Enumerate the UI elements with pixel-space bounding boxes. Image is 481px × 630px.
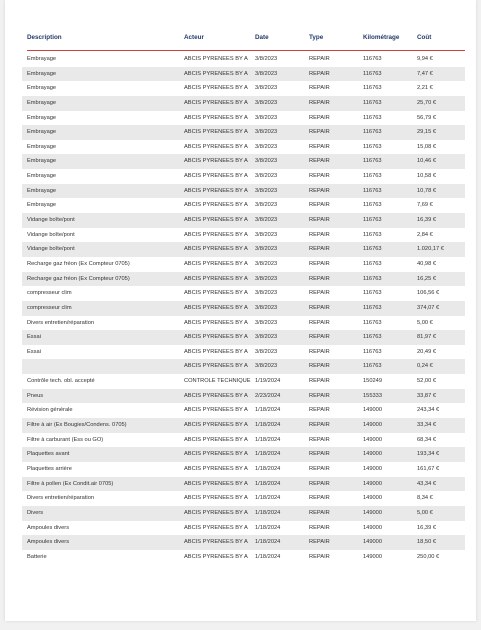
cell-kilometrage: 116763 [363, 246, 382, 253]
cell-date: 1/18/2024 [255, 451, 281, 458]
cell-description: Embrayage [27, 99, 57, 106]
cell-kilometrage: 116763 [363, 85, 382, 92]
cell-type: REPAIR [309, 173, 330, 180]
cell-acteur: ABCIS PYRENEES BY A [184, 85, 248, 92]
cell-date: 3/8/2023 [255, 260, 278, 267]
cell-type: REPAIR [309, 509, 330, 516]
cell-kilometrage: 116763 [363, 260, 382, 267]
cell-kilometrage: 116763 [363, 290, 382, 297]
cell-acteur: ABCIS PYRENEES BY A [184, 348, 248, 355]
cell-date: 1/18/2024 [255, 524, 281, 531]
table-row [22, 477, 465, 492]
cell-description: Révision générale [27, 407, 73, 414]
header-acteur: Acteur [184, 34, 204, 41]
cell-cout: 2,84 € [417, 231, 433, 238]
cell-description: Divers entretien/réparation [27, 319, 95, 326]
cell-date: 3/8/2023 [255, 56, 278, 62]
cell-type: REPAIR [309, 99, 330, 106]
cell-description: Divers entretien/réparation [27, 495, 95, 502]
cell-acteur: ABCIS PYRENEES BY A [184, 451, 248, 458]
cell-description: Embrayage [27, 158, 57, 165]
table-row [22, 374, 465, 389]
cell-description: Filtre à carburant (Ess ou GO) [27, 436, 104, 443]
table-row [22, 81, 465, 96]
table-row [22, 433, 465, 448]
cell-cout: 16,39 € [417, 524, 436, 531]
table-row [22, 154, 465, 169]
table-row [22, 316, 465, 331]
cell-description: compresseur clim [27, 304, 72, 311]
cell-date: 3/8/2023 [255, 143, 278, 150]
cell-type: REPAIR [309, 495, 330, 502]
cell-kilometrage: 116763 [363, 70, 382, 77]
cell-acteur: ABCIS PYRENEES BY A [184, 275, 248, 282]
cell-kilometrage: 116763 [363, 187, 382, 194]
table-row [22, 491, 465, 506]
cell-type: REPAIR [309, 143, 330, 150]
cell-type: REPAIR [309, 114, 330, 121]
cell-date: 3/8/2023 [255, 275, 278, 282]
cell-cout: 106,56 € [417, 290, 440, 297]
table-row [22, 184, 465, 199]
table-row [22, 447, 465, 462]
cell-type: REPAIR [309, 465, 330, 472]
cell-date: 3/8/2023 [255, 304, 278, 311]
cell-kilometrage: 150249 [363, 378, 382, 385]
cell-cout: 16,25 € [417, 275, 436, 282]
cell-kilometrage: 149000 [363, 553, 382, 560]
cell-kilometrage: 116763 [363, 129, 382, 136]
header-kilometrage: Kilométrage [363, 34, 400, 41]
table-body [22, 52, 465, 564]
cell-cout: 2,21 € [417, 85, 433, 92]
cell-cout: 40,98 € [417, 260, 436, 267]
cell-cout: 7,69 € [417, 202, 433, 209]
cell-kilometrage: 149000 [363, 524, 382, 531]
cell-cout: 161,67 € [417, 465, 440, 472]
cell-type: REPAIR [309, 158, 330, 165]
cell-kilometrage: 149000 [363, 495, 382, 502]
cell-kilometrage: 149000 [363, 422, 382, 429]
cell-acteur: ABCIS PYRENEES BY A [184, 319, 248, 326]
cell-acteur: ABCIS PYRENEES BY A [184, 290, 248, 297]
cell-description: Plaquettes arrière [27, 465, 72, 472]
cell-date: 3/8/2023 [255, 99, 278, 106]
cell-kilometrage: 116763 [363, 173, 382, 180]
header-cout: Coût [417, 34, 432, 41]
cell-cout: 1.020,17 € [417, 246, 444, 253]
table-row [22, 389, 465, 404]
cell-date: 1/18/2024 [255, 495, 281, 502]
cell-cout: 10,46 € [417, 158, 436, 165]
cell-type: REPAIR [309, 553, 330, 560]
cell-acteur: ABCIS PYRENEES BY A [184, 539, 248, 546]
table-row [22, 96, 465, 111]
cell-description: Essai [27, 348, 41, 355]
cell-acteur: ABCIS PYRENEES BY A [184, 260, 248, 267]
table-row [22, 418, 465, 433]
cell-description: Recharge gaz fréon (Ex Compteur 0705) [27, 260, 130, 267]
table-row [22, 286, 465, 301]
cell-acteur: ABCIS PYRENEES BY A [184, 129, 248, 136]
cell-acteur: CONTROLE TECHNIQUE [184, 378, 251, 385]
cell-description: Filtre à air (Ex Bougies/Condens. 0705) [27, 422, 127, 429]
table-row [22, 125, 465, 140]
cell-acteur: ABCIS PYRENEES BY A [184, 246, 248, 253]
table-row [22, 140, 465, 155]
table-row [22, 242, 465, 257]
cell-cout: 18,50 € [417, 539, 436, 546]
cell-type: REPAIR [309, 275, 330, 282]
cell-cout: 20,49 € [417, 348, 436, 355]
cell-description: Ampoules divers [27, 524, 70, 531]
cell-cout: 10,78 € [417, 187, 436, 194]
cell-acteur: ABCIS PYRENEES BY A [184, 114, 248, 121]
cell-kilometrage: 155333 [363, 392, 382, 399]
table-row [22, 345, 465, 360]
cell-description: Essai [27, 334, 41, 341]
cell-date: 3/8/2023 [255, 334, 278, 341]
cell-type: REPAIR [309, 378, 330, 385]
cell-description: Ampoules divers [27, 539, 70, 546]
table-row [22, 52, 465, 67]
cell-cout: 9,94 € [417, 56, 433, 62]
cell-acteur: ABCIS PYRENEES BY A [184, 334, 248, 341]
cell-kilometrage: 149000 [363, 509, 382, 516]
cell-date: 1/18/2024 [255, 539, 281, 546]
cell-date: 3/8/2023 [255, 231, 278, 238]
cell-kilometrage: 116763 [363, 143, 382, 150]
table-row [22, 521, 465, 536]
cell-acteur: ABCIS PYRENEES BY A [184, 436, 248, 443]
cell-kilometrage: 116763 [363, 334, 382, 341]
table-row [22, 257, 465, 272]
cell-type: REPAIR [309, 363, 330, 370]
cell-type: REPAIR [309, 319, 330, 326]
cell-cout: 374,07 € [417, 304, 440, 311]
header-description: Description [27, 34, 62, 41]
cell-acteur: ABCIS PYRENEES BY A [184, 99, 248, 106]
cell-cout: 15,08 € [417, 143, 436, 150]
cell-date: 3/8/2023 [255, 129, 278, 136]
document-page [5, 0, 476, 621]
cell-type: REPAIR [309, 217, 330, 224]
cell-description: compresseur clim [27, 290, 72, 297]
cell-type: REPAIR [309, 524, 330, 531]
cell-type: REPAIR [309, 70, 330, 77]
cell-date: 3/8/2023 [255, 348, 278, 355]
cell-cout: 52,00 € [417, 378, 436, 385]
cell-cout: 193,34 € [417, 451, 440, 458]
table-row [22, 535, 465, 550]
table-header [27, 28, 465, 51]
cell-type: REPAIR [309, 246, 330, 253]
cell-type: REPAIR [309, 290, 330, 297]
cell-kilometrage: 149000 [363, 436, 382, 443]
cell-cout: 10,58 € [417, 173, 436, 180]
cell-description: Vidange boîte/pont [27, 246, 75, 253]
cell-date: 3/8/2023 [255, 70, 278, 77]
cell-cout: 33,34 € [417, 422, 436, 429]
cell-acteur: ABCIS PYRENEES BY A [184, 422, 248, 429]
cell-description: Filtre à pollen (Ex Condit.air 0705) [27, 480, 114, 487]
cell-acteur: ABCIS PYRENEES BY A [184, 495, 248, 502]
cell-kilometrage: 116763 [363, 319, 382, 326]
cell-date: 3/8/2023 [255, 217, 278, 224]
cell-type: REPAIR [309, 334, 330, 341]
cell-kilometrage: 116763 [363, 217, 382, 224]
table-row [22, 169, 465, 184]
cell-cout: 243,34 € [417, 407, 440, 414]
cell-cout: 68,34 € [417, 436, 436, 443]
cell-kilometrage: 149000 [363, 480, 382, 487]
cell-date: 1/18/2024 [255, 480, 281, 487]
table-row [22, 359, 465, 374]
cell-description: Plaquettes avant [27, 451, 70, 458]
cell-acteur: ABCIS PYRENEES BY A [184, 143, 248, 150]
cell-description: Embrayage [27, 187, 57, 194]
cell-type: REPAIR [309, 304, 330, 311]
cell-cout: 0,24 € [417, 363, 433, 370]
cell-acteur: ABCIS PYRENEES BY A [184, 202, 248, 209]
table-row [22, 272, 465, 287]
cell-type: REPAIR [309, 422, 330, 429]
cell-cout: 8,34 € [417, 495, 433, 502]
cell-cout: 5,00 € [417, 319, 433, 326]
header-type: Type [309, 34, 324, 41]
cell-kilometrage: 149000 [363, 539, 382, 546]
cell-date: 3/8/2023 [255, 246, 278, 253]
table-row [22, 301, 465, 316]
cell-acteur: ABCIS PYRENEES BY A [184, 217, 248, 224]
cell-type: REPAIR [309, 231, 330, 238]
cell-date: 3/8/2023 [255, 319, 278, 326]
cell-cout: 33,87 € [417, 392, 436, 399]
table-row [22, 462, 465, 477]
table-row [22, 67, 465, 82]
cell-date: 1/18/2024 [255, 407, 281, 414]
cell-kilometrage: 116763 [363, 114, 382, 121]
cell-acteur: ABCIS PYRENEES BY A [184, 465, 248, 472]
cell-date: 2/23/2024 [255, 392, 281, 399]
cell-type: REPAIR [309, 539, 330, 546]
cell-date: 1/19/2024 [255, 378, 281, 385]
cell-cout: 25,70 € [417, 99, 436, 106]
cell-cout: 7,47 € [417, 70, 433, 77]
cell-date: 3/8/2023 [255, 114, 278, 121]
cell-acteur: ABCIS PYRENEES BY A [184, 553, 248, 560]
cell-description: Embrayage [27, 129, 57, 136]
cell-description: Vidange boîte/pont [27, 231, 75, 238]
table-row [22, 213, 465, 228]
cell-kilometrage: 116763 [363, 363, 382, 370]
cell-type: REPAIR [309, 260, 330, 267]
cell-acteur: ABCIS PYRENEES BY A [184, 187, 248, 194]
cell-acteur: ABCIS PYRENEES BY A [184, 70, 248, 77]
table-row [22, 403, 465, 418]
cell-type: REPAIR [309, 56, 330, 62]
table-row [22, 330, 465, 345]
cell-description: Embrayage [27, 202, 57, 209]
cell-description: Vidange boîte/pont [27, 217, 75, 224]
cell-acteur: ABCIS PYRENEES BY A [184, 363, 248, 370]
cell-cout: 56,79 € [417, 114, 436, 121]
table-row [22, 228, 465, 243]
cell-cout: 29,15 € [417, 129, 436, 136]
cell-date: 1/18/2024 [255, 509, 281, 516]
cell-acteur: ABCIS PYRENEES BY A [184, 524, 248, 531]
cell-kilometrage: 116763 [363, 99, 382, 106]
header-date: Date [255, 34, 269, 41]
cell-acteur: ABCIS PYRENEES BY A [184, 56, 248, 62]
cell-kilometrage: 149000 [363, 451, 382, 458]
cell-kilometrage: 116763 [363, 56, 382, 62]
cell-date: 1/18/2024 [255, 422, 281, 429]
cell-type: REPAIR [309, 202, 330, 209]
cell-type: REPAIR [309, 85, 330, 92]
cell-acteur: ABCIS PYRENEES BY A [184, 304, 248, 311]
cell-description: Embrayage [27, 70, 57, 77]
cell-kilometrage: 116763 [363, 231, 382, 238]
cell-kilometrage: 116763 [363, 202, 382, 209]
cell-description: Embrayage [27, 56, 57, 62]
cell-acteur: ABCIS PYRENEES BY A [184, 231, 248, 238]
cell-description: Batterie [27, 553, 47, 560]
cell-description: Contrôle tech. obl. accepté [27, 378, 95, 385]
table-row [22, 198, 465, 213]
cell-type: REPAIR [309, 480, 330, 487]
cell-kilometrage: 116763 [363, 158, 382, 165]
table-row [22, 550, 465, 565]
cell-description: Embrayage [27, 143, 57, 150]
cell-acteur: ABCIS PYRENEES BY A [184, 407, 248, 414]
cell-type: REPAIR [309, 451, 330, 458]
table-row [22, 111, 465, 126]
table-row [22, 506, 465, 521]
cell-date: 3/8/2023 [255, 363, 278, 370]
cell-description: Embrayage [27, 85, 57, 92]
cell-kilometrage: 116763 [363, 348, 382, 355]
cell-kilometrage: 116763 [363, 275, 382, 282]
cell-description: Pneus [27, 392, 44, 399]
cell-type: REPAIR [309, 187, 330, 194]
cell-type: REPAIR [309, 436, 330, 443]
cell-date: 1/18/2024 [255, 465, 281, 472]
cell-cout: 5,00 € [417, 509, 433, 516]
cell-date: 1/18/2024 [255, 436, 281, 443]
cell-acteur: ABCIS PYRENEES BY A [184, 480, 248, 487]
cell-date: 3/8/2023 [255, 85, 278, 92]
cell-type: REPAIR [309, 129, 330, 136]
cell-date: 3/8/2023 [255, 290, 278, 297]
cell-description: Recharge gaz fréon (Ex Compteur 0705) [27, 275, 130, 282]
cell-acteur: ABCIS PYRENEES BY A [184, 509, 248, 516]
cell-type: REPAIR [309, 407, 330, 414]
cell-kilometrage: 116763 [363, 304, 382, 311]
cell-cout: 16,39 € [417, 217, 436, 224]
cell-acteur: ABCIS PYRENEES BY A [184, 392, 248, 399]
cell-cout: 250,00 € [417, 553, 440, 560]
cell-type: REPAIR [309, 348, 330, 355]
cell-cout: 81,97 € [417, 334, 436, 341]
cell-date: 3/8/2023 [255, 158, 278, 165]
cell-kilometrage: 149000 [363, 407, 382, 414]
cell-description: Divers [27, 509, 44, 516]
cell-acteur: ABCIS PYRENEES BY A [184, 173, 248, 180]
cell-type: REPAIR [309, 392, 330, 399]
cell-description: Embrayage [27, 114, 57, 121]
cell-date: 1/18/2024 [255, 553, 281, 560]
cell-description: Embrayage [27, 173, 57, 180]
cell-date: 3/8/2023 [255, 202, 278, 209]
cell-cout: 43,34 € [417, 480, 436, 487]
cell-acteur: ABCIS PYRENEES BY A [184, 158, 248, 165]
cell-date: 3/8/2023 [255, 173, 278, 180]
cell-kilometrage: 149000 [363, 465, 382, 472]
cell-date: 3/8/2023 [255, 187, 278, 194]
